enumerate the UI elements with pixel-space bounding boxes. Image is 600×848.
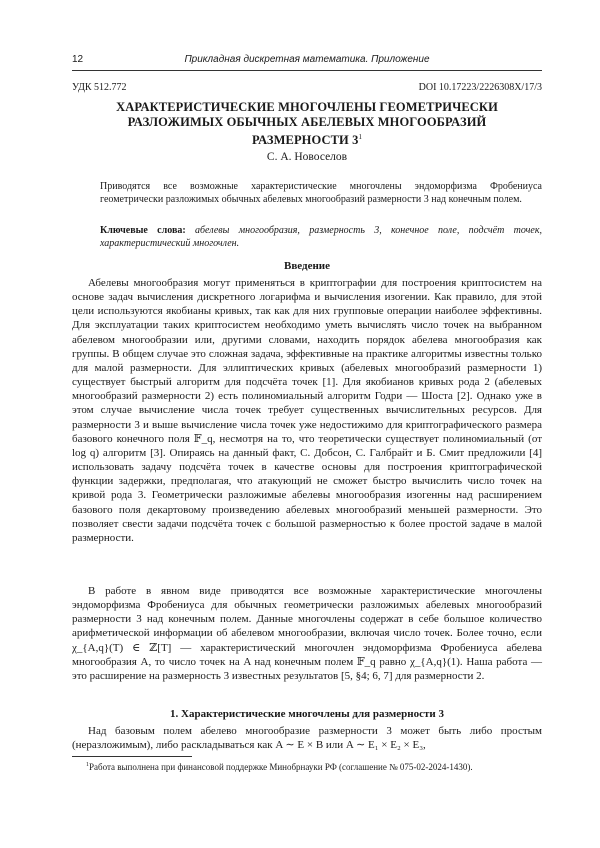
header-rule bbox=[72, 70, 542, 71]
page-number: 12 bbox=[72, 54, 84, 65]
keywords bbox=[100, 224, 542, 250]
article-title bbox=[82, 100, 532, 148]
section-heading-intro: Введение bbox=[283, 260, 331, 272]
footnote-mark: 1 bbox=[86, 762, 89, 768]
author: С. А. Новоселов bbox=[266, 151, 348, 163]
section-heading-1: 1. Характеристические многочлены для размерности 3 bbox=[170, 708, 444, 720]
footnote-rule bbox=[72, 756, 192, 757]
footnote bbox=[72, 762, 542, 772]
abstract: Приводятся все возможные характеристические многочлены эндоморфизма Фробениуса геометрически разложимых обычных абелевых многообразий размерности 3 над конечным полем. bbox=[100, 181, 542, 205]
doi: DOI 10.17223/2226308X/17/3 bbox=[418, 82, 542, 93]
keywords-label: Ключевые слова: bbox=[100, 225, 186, 236]
title-footnote-mark: 1 bbox=[358, 133, 363, 141]
keywords-text: абелевы многообразия, размерность 3, конечное поле, подсчёт точек, характеристический многочлен. bbox=[100, 225, 543, 249]
footnote-text: Работа выполнена при финансовой поддержке Минобрнауки РФ (соглашение № 075-02-2024-1430). bbox=[89, 762, 473, 772]
intro-paragraph-1: Абелевы многообразия могут применяться в криптографии для построения криптосистем на основе задач вычисления дискретного логарифма и вычисления изогении. Как правило, для этой цели используются якобианы кривых, так как для них групповые операции наиболее эффективны. Для эксплуатации таких криптосистем необходимо уметь вычислять число точек на выбранном абелевом многообразии или, другими словами, находить порядок абелева многообразия как группы. В общем случае это сложная задача, эффективные на практике алгоритмы известны только для малой размерности. Для эллиптических кривых (абелевых многообразий размерности 1) существует быстрый алгоритм для подсчёта точек [1]. Для якобианов кривых рода 2 (абелевых многообразий размерности 2) есть полиномиальный алгоритм Годри — Шоста [2]. Однако уже в этом случае вычисление числа точек требует существенных вычислительных ресурсов. Для размерности 3 и выше вычисление числа точек уже недостижимо для криптографического размера базового конечного поля 𝔽_q, несмотря на то, что теоретически существует полиномиальный (от log q) алгоритм [3]. Опираясь на данный факт, С. Добсон, С. Галбрайт и Б. Смит предложили [4] использовать задачу подсчёта точек в качестве основы для построения криптографической функции задержки, предполагая, что атакующий не сможет быстро вычислить число точек на кривой рода 3. Геометрически разложимые абелевы многообразия изогенны над расширением базового поля декартовому произведению абелевых многообразий меньшей размерности. Это позволяет свести задачи подсчёта точек с большой размерностью к более простой задаче в малой размерности. bbox=[72, 277, 542, 544]
udc-code: УДК 512.772 bbox=[72, 82, 127, 93]
title-text: ХАРАКТЕРИСТИЧЕСКИЕ МНОГОЧЛЕНЫ ГЕОМЕТРИЧЕСКИ РАЗЛОЖИМЫХ ОБЫЧНЫХ АБЕЛЕВЫХ МНОГООБРАЗИЙ РАЗМЕРНОСТИ 3 bbox=[116, 100, 498, 148]
section1-paragraph-1: Над базовым полем абелево многообразие размерности 3 может быть либо простым (неразложимым), либо раскладываться как A ∼ E × B или A ∼ E₁ × E₂ × E₃, bbox=[72, 725, 542, 752]
intro-paragraph-2: В работе в явном виде приводятся все возможные характеристические многочлены эндоморфизма Фробениуса для обычных геометрически разложимых абелевых многообразий размерности 3 над конечным полем. Данные многочлены содержат в себе большое количество арифметической информации об абелевом многообразии, включая число точек. Более точно, если χ_{A,q}(T) ∈ ℤ[T] — характеристический многочлен эндоморфизма Фробениуса абелева многообразия A, то число точек на A над конечным полем 𝔽_q равно χ_{A,q}(1). Наша работа — это расширение на размерность 3 известных результатов [5, §4; 6, 7] для размерности 2. bbox=[72, 585, 542, 682]
journal-title: Прикладная дискретная математика. Приложение bbox=[184, 54, 430, 65]
